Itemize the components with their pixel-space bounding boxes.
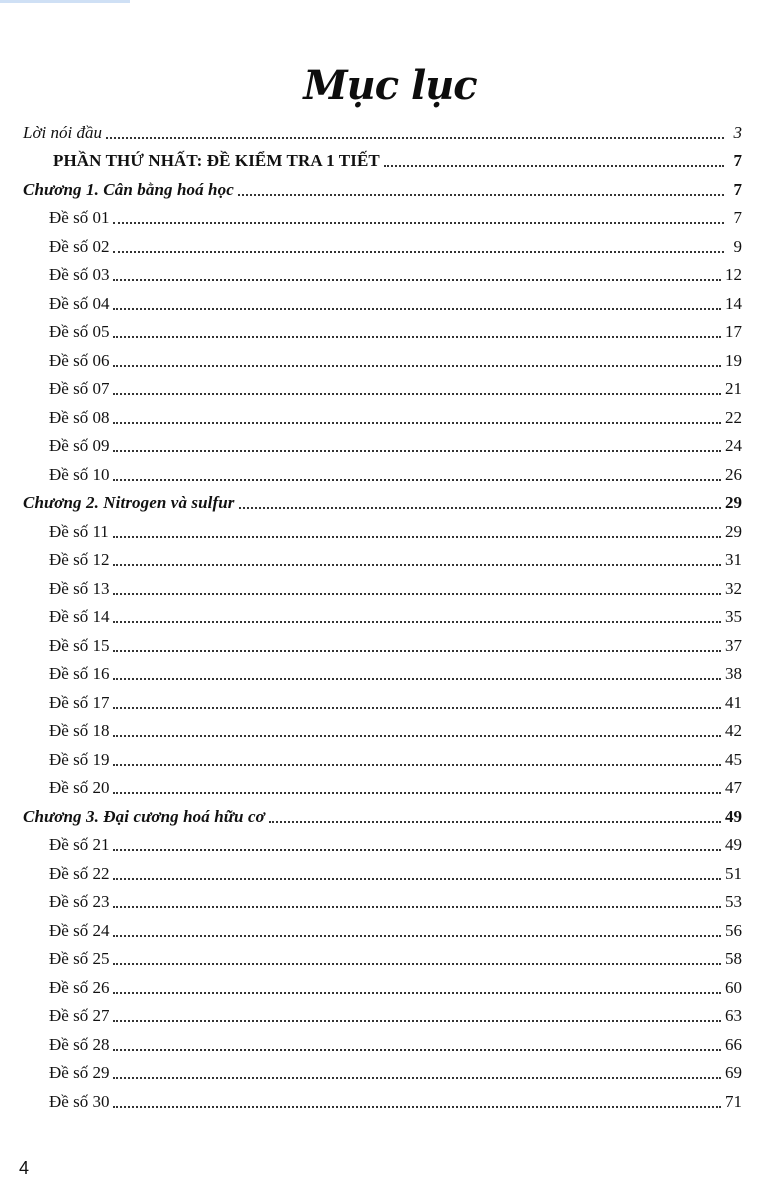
toc-entry-page: 7 [733, 151, 742, 170]
dot-leader [113, 478, 721, 481]
toc-entry-label: Đề số 25 [49, 949, 110, 968]
toc-entry-label: Đề số 18 [49, 721, 110, 740]
dot-leader [113, 791, 721, 794]
toc-entry-item [0, 285, 780, 314]
toc-entry-page: 69 [725, 1063, 742, 1082]
page-number: 4 [19, 1158, 30, 1178]
toc-entry-item [0, 599, 780, 628]
toc-entry-item [0, 741, 780, 770]
toc-entry-page: 21 [725, 379, 742, 398]
toc-entry-item [0, 1055, 780, 1084]
toc-entry-item [0, 428, 780, 457]
toc-entry-label: Đề số 13 [49, 578, 110, 598]
toc-entry-page: 49 [725, 806, 742, 826]
toc-entry-page: 3 [733, 122, 742, 142]
toc-entry-page: 37 [725, 635, 742, 655]
dot-leader [113, 250, 724, 253]
dot-leader [113, 706, 721, 709]
toc-entry-label: Đề số 10 [49, 464, 110, 484]
toc-entry-label: Đề số 15 [49, 635, 110, 655]
toc-entry-page: 17 [725, 322, 742, 341]
dot-leader [113, 649, 721, 652]
toc-entry-item [0, 371, 780, 400]
toc-entry-label: Đề số 07 [49, 379, 110, 398]
dot-leader [113, 677, 721, 680]
toc-entry-item [0, 855, 780, 884]
toc-entry-label: Lời nói đầu [23, 122, 102, 142]
dot-leader [113, 278, 721, 281]
toc-entry-page: 60 [725, 977, 742, 997]
toc-entry-item [0, 513, 780, 542]
toc-entry-page: 32 [725, 578, 742, 598]
toc-entry-item [0, 941, 780, 970]
toc-entry-page: 24 [725, 436, 742, 455]
dot-leader [113, 563, 721, 566]
toc-entry-page: 49 [725, 835, 742, 854]
page-title: Mục lục [303, 62, 477, 109]
toc-entry-item [0, 684, 780, 713]
toc-entry-item [0, 314, 780, 343]
toc-entry-label: Đề số 29 [49, 1063, 110, 1082]
toc-entry-label: Đề số 21 [49, 835, 110, 854]
toc-entry-part [0, 143, 780, 172]
toc-entry-label: Đề số 04 [49, 293, 110, 313]
dot-leader [113, 877, 721, 880]
toc-entry-chapter [0, 798, 780, 827]
toc-entry-label: Đề số 06 [49, 350, 110, 370]
toc-entry-item [0, 200, 780, 229]
toc-entry-item [0, 827, 780, 856]
dot-leader [113, 1076, 721, 1079]
toc-entry-page: 31 [725, 550, 742, 569]
toc-entry-label: Chương 1. Cân bằng hoá học [23, 179, 234, 199]
table-of-contents [0, 114, 780, 1112]
dot-leader [113, 734, 721, 737]
toc-entry-label: Đề số 30 [49, 1091, 110, 1111]
dot-leader [113, 592, 721, 595]
toc-entry-page: 14 [725, 293, 742, 313]
dot-leader [113, 364, 721, 367]
toc-entry-intro [0, 114, 780, 143]
toc-entry-item [0, 998, 780, 1027]
toc-entry-page: 42 [725, 721, 742, 740]
dot-leader [113, 905, 721, 908]
dot-leader [113, 620, 721, 623]
dot-leader [113, 392, 721, 395]
toc-entry-label: Chương 3. Đại cương hoá hữu cơ [23, 806, 265, 826]
dot-leader [113, 221, 724, 224]
toc-entry-item [0, 884, 780, 913]
dot-leader [113, 307, 721, 310]
toc-entry-page: 22 [725, 407, 742, 427]
toc-entry-label: Đề số 14 [49, 607, 110, 626]
dot-leader [113, 421, 721, 424]
toc-entry-item [0, 228, 780, 257]
toc-entry-page: 7 [733, 208, 742, 227]
toc-entry-item [0, 342, 780, 371]
toc-entry-label: Đề số 24 [49, 920, 110, 940]
toc-entry-item [0, 656, 780, 685]
toc-entry-page: 45 [725, 749, 742, 769]
toc-entry-page: 56 [725, 920, 742, 940]
toc-entry-item [0, 627, 780, 656]
toc-entry-label: Đề số 09 [49, 436, 110, 455]
toc-entry-page: 41 [725, 692, 742, 712]
top-edge-line [0, 0, 130, 3]
toc-entry-page: 29 [725, 521, 742, 541]
toc-entry-label: Đề số 28 [49, 1034, 110, 1054]
toc-entry-page: 19 [725, 350, 742, 370]
toc-entry-page: 29 [725, 493, 742, 512]
toc-entry-label: Đề số 23 [49, 892, 110, 911]
dot-leader [113, 449, 721, 452]
toc-entry-label: Đề số 20 [49, 778, 110, 797]
toc-entry-label: Đề số 02 [49, 236, 110, 256]
toc-entry-label: Đề số 05 [49, 322, 110, 341]
toc-entry-page: 58 [725, 949, 742, 968]
dot-leader [113, 962, 721, 965]
dot-leader [113, 1019, 721, 1022]
dot-leader [113, 1105, 721, 1108]
toc-entry-label: Đề số 27 [49, 1006, 110, 1025]
toc-entry-label: Đề số 22 [49, 863, 110, 883]
dot-leader [269, 820, 721, 823]
toc-entry-label: Đề số 17 [49, 692, 110, 712]
toc-entry-item [0, 1026, 780, 1055]
toc-entry-page: 7 [733, 179, 742, 199]
toc-entry-page: 35 [725, 607, 742, 626]
toc-entry-label: Chương 2. Nitrogen và sulfur [23, 493, 235, 512]
toc-entry-page: 63 [725, 1006, 742, 1025]
toc-entry-page: 71 [725, 1091, 742, 1111]
toc-entry-page: 38 [725, 664, 742, 683]
toc-entry-page: 12 [725, 265, 742, 284]
dot-leader [113, 991, 721, 994]
toc-entry-page: 53 [725, 892, 742, 911]
dot-leader [113, 763, 721, 766]
toc-entry-label: Đề số 03 [49, 265, 110, 284]
toc-entry-item [0, 969, 780, 998]
toc-entry-label: Đề số 01 [49, 208, 110, 227]
toc-entry-item [0, 570, 780, 599]
toc-entry-item [0, 456, 780, 485]
toc-entry-label: PHẦN THỨ NHẤT: ĐỀ KIỂM TRA 1 TIẾT [53, 151, 380, 170]
dot-leader [239, 506, 721, 509]
dot-leader [113, 335, 721, 338]
toc-entry-page: 66 [725, 1034, 742, 1054]
toc-entry-page: 47 [725, 778, 742, 797]
toc-entry-label: Đề số 12 [49, 550, 110, 569]
dot-leader [113, 1048, 721, 1051]
toc-entry-chapter [0, 485, 780, 514]
toc-entry-page: 51 [725, 863, 742, 883]
toc-entry-page: 9 [733, 236, 742, 256]
toc-entry-item [0, 542, 780, 571]
dot-leader [106, 136, 724, 139]
toc-entry-chapter [0, 171, 780, 200]
toc-entry-label: Đề số 16 [49, 664, 110, 683]
toc-entry-label: Đề số 08 [49, 407, 110, 427]
dot-leader [113, 934, 721, 937]
toc-entry-label: Đề số 11 [49, 521, 109, 541]
toc-entry-item [0, 912, 780, 941]
dot-leader [113, 535, 721, 538]
dot-leader [113, 848, 721, 851]
toc-entry-item [0, 257, 780, 286]
toc-entry-item [0, 770, 780, 799]
toc-entry-item [0, 399, 780, 428]
toc-entry-label: Đề số 26 [49, 977, 110, 997]
toc-entry-item [0, 1083, 780, 1112]
dot-leader [384, 164, 724, 167]
dot-leader [238, 193, 724, 196]
toc-entry-item [0, 713, 780, 742]
toc-entry-label: Đề số 19 [49, 749, 110, 769]
toc-entry-page: 26 [725, 464, 742, 484]
